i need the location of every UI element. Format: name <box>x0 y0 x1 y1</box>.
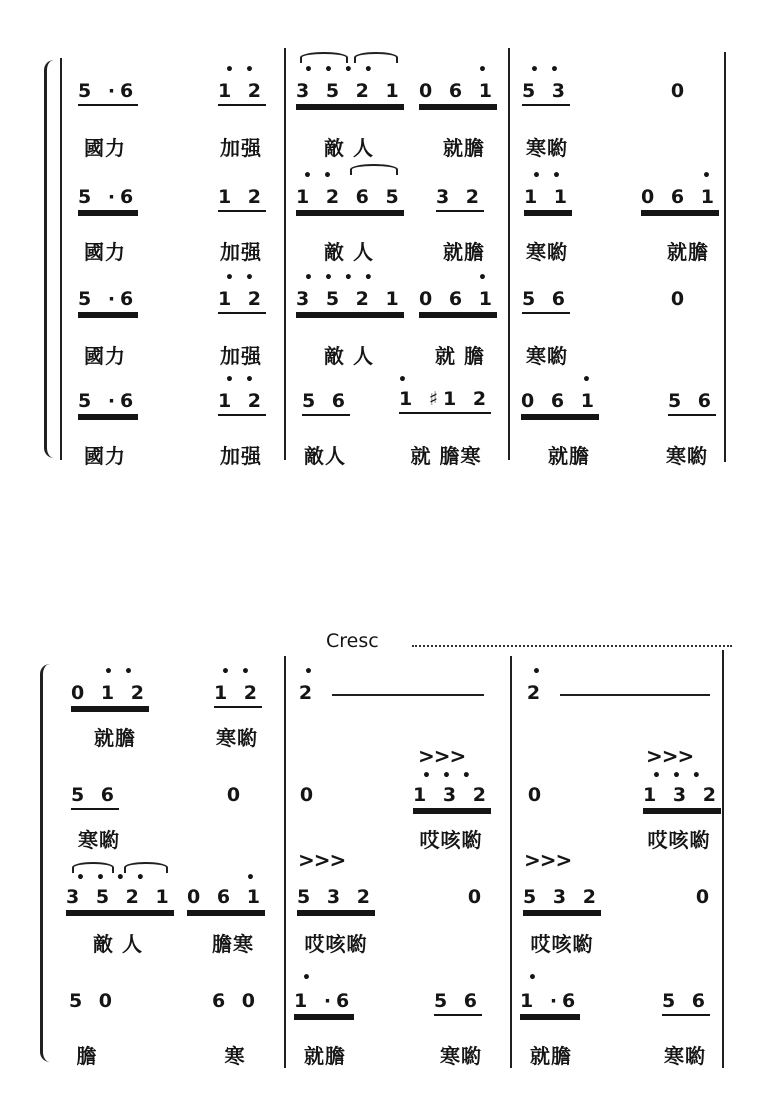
accent-marks: >>> <box>298 848 346 872</box>
note-s1r2c6: 0 6 1 <box>640 186 720 208</box>
octave-dots: •••• <box>304 270 384 286</box>
note-s1r1c4: 0 6 1 <box>418 80 498 102</box>
octave-dots: • <box>398 372 418 388</box>
octave-dots: • <box>582 372 602 388</box>
lyric-s1r4c5: 就膽 <box>548 444 590 468</box>
accent-marks: >>> <box>646 744 694 768</box>
octave-dots: • <box>304 664 324 680</box>
lyric-s2r2c1: 寒喲 <box>78 828 120 852</box>
note-s1r4c6: 5 6 <box>662 390 722 412</box>
lyric-s2r1c1: 就膽 <box>94 726 136 750</box>
lyric-s2r4c1: 膽 <box>76 1044 98 1068</box>
note-s2r3c6: 0 <box>695 886 715 908</box>
lyric-s1r1c5: 寒喲 <box>526 136 568 160</box>
note-s2r1c3: 2 <box>298 682 318 704</box>
octave-dots: •• <box>530 62 570 78</box>
lyric-s1r1c4: 就膽 <box>443 136 485 160</box>
system2-brace <box>40 664 53 1062</box>
accent-marks: >>> <box>418 744 466 768</box>
lyric-s2r4c3: 就膽 <box>304 1044 346 1068</box>
lyric-s1r1c1: 國力 <box>84 136 126 160</box>
note-s1r4c5: 0 6 1 <box>520 390 600 412</box>
octave-dots: •• <box>221 664 261 680</box>
note-s1r3c3: 3 5 2 1 <box>296 288 400 310</box>
lyric-s2r3c1: 敵 人 <box>93 932 143 956</box>
octave-dots: •• <box>532 168 572 184</box>
system1-barline-2 <box>284 48 286 460</box>
note-s2r1c5: 2 <box>526 682 546 704</box>
system1-barline-3 <box>508 48 510 460</box>
octave-dots: •• <box>225 372 265 388</box>
note-s1r3c1: 5 ·6 <box>78 288 138 310</box>
note-s1r2c2: 1 2 <box>212 186 272 208</box>
note-s1r1c6: 0 <box>670 80 690 102</box>
note-s2r4c5: 1 ·6 <box>520 990 580 1012</box>
note-s2r1c2: 1 2 <box>208 682 268 704</box>
octave-dots: • <box>478 62 498 78</box>
note-s2r3c2: 0 6 1 <box>186 886 266 908</box>
lyric-s2r3c2: 膽寒 <box>212 932 254 956</box>
system1-brace <box>44 60 57 458</box>
octave-dots: ••• <box>652 768 712 784</box>
lyric-s1r3c2: 加强 <box>220 344 262 368</box>
system1-barline-1 <box>60 58 62 460</box>
system2-barline-1 <box>284 656 286 1068</box>
octave-dots: •• <box>104 664 144 680</box>
octave-dots: • <box>532 664 552 680</box>
lyric-s2r1c2: 寒喲 <box>216 726 258 750</box>
note-s1r3c4: 0 6 1 <box>418 288 498 310</box>
note-s1r1c3: 3 5 2 1 <box>296 80 400 102</box>
lyric-s1r4c6: 寒喲 <box>666 444 708 468</box>
note-s2r1c1: 0 1 2 <box>70 682 150 704</box>
note-s1r4c3: 5 6 <box>296 390 356 412</box>
note-s1r4c2: 1 2 <box>212 390 272 412</box>
lyric-s1r3c5: 寒喲 <box>526 344 568 368</box>
note-s2r4c4: 5 6 <box>428 990 488 1012</box>
cresc-marking: Cresc <box>326 630 379 652</box>
lyric-s1r2c2: 加强 <box>220 240 262 264</box>
lyric-s1r2c3: 敵 人 <box>324 240 374 264</box>
lyric-s1r4c4: 就 膽寒 <box>410 444 482 468</box>
lyric-s2r3c3: 哎咳喲 <box>304 932 368 956</box>
octave-dots: ••• <box>422 768 482 784</box>
note-s2r2c4: 1 3 2 <box>410 784 494 806</box>
note-s2r2c5: 0 <box>527 784 547 806</box>
octave-dots: • <box>702 168 722 184</box>
note-s1r1c5: 5 3 <box>516 80 576 102</box>
accent-marks: >>> <box>524 848 572 872</box>
lyric-s2r2c4: 哎咳喲 <box>419 828 483 852</box>
note-s2r3c4: 0 <box>467 886 487 908</box>
lyric-s1r2c1: 國力 <box>84 240 126 264</box>
lyric-s1r3c4: 就 膽 <box>435 344 485 368</box>
octave-dots: •••• <box>304 62 384 78</box>
note-s1r2c3: 1 2 6 5 <box>296 186 400 208</box>
lyric-s2r2c6: 哎咳喲 <box>647 828 711 852</box>
note-s2r2c2: 0 <box>226 784 246 806</box>
lyric-s1r4c2: 加强 <box>220 444 262 468</box>
note-s2r4c3: 1 ·6 <box>294 990 354 1012</box>
lyric-s1r2c6: 就膽 <box>667 240 709 264</box>
octave-dots: •• <box>225 62 265 78</box>
lyric-s2r4c5: 就膽 <box>530 1044 572 1068</box>
note-s2r3c5: 5 3 2 <box>520 886 604 908</box>
note-s1r4c4: 1 ♯1 2 <box>390 388 500 410</box>
system2-barline-3 <box>722 650 724 1068</box>
note-s1r2c5: 1 1 <box>518 186 578 208</box>
lyric-s1r4c3: 敵人 <box>304 444 346 468</box>
note-s1r3c6: 0 <box>670 288 690 310</box>
cresc-dotted-line <box>412 645 732 647</box>
note-s1r1c2: 1 2 <box>212 80 272 102</box>
note-s1r3c2: 1 2 <box>212 288 272 310</box>
sustain-dash <box>560 694 710 696</box>
octave-dots: •• <box>303 168 343 184</box>
lyric-s2r3c5: 哎咳喲 <box>530 932 594 956</box>
note-s2r4c1: 5 0 <box>68 990 118 1012</box>
lyric-s1r2c5: 寒喲 <box>526 240 568 264</box>
lyric-s2r4c2: 寒 <box>224 1044 246 1068</box>
lyric-s2r4c6: 寒喲 <box>664 1044 706 1068</box>
note-s2r2c1: 5 6 <box>70 784 120 806</box>
lyric-s1r2c4: 就膽 <box>443 240 485 264</box>
octave-dots: • <box>302 970 322 986</box>
note-s1r1c1: 5 ·6 <box>78 80 138 102</box>
lyric-s1r1c2: 加强 <box>220 136 262 160</box>
lyric-s2r4c4: 寒喲 <box>440 1044 482 1068</box>
system2-barline-2 <box>510 656 512 1068</box>
slur-mark <box>350 164 398 175</box>
octave-dots: • <box>246 870 266 886</box>
octave-dots: •••• <box>76 870 156 886</box>
lyric-s1r1c3: 敵 人 <box>324 136 374 160</box>
note-s1r4c1: 5 ·6 <box>78 390 138 412</box>
sustain-dash <box>332 694 484 696</box>
note-s2r3c3: 5 3 2 <box>294 886 378 908</box>
note-s2r4c2: 6 0 <box>211 990 261 1012</box>
lyric-s1r3c3: 敵 人 <box>324 344 374 368</box>
note-s1r2c1: 5 ·6 <box>78 186 138 208</box>
note-s1r3c5: 5 6 <box>516 288 576 310</box>
octave-dots: • <box>478 270 498 286</box>
lyric-s1r3c1: 國力 <box>84 344 126 368</box>
note-s2r3c1: 3 5 2 1 <box>66 886 170 908</box>
lyric-s1r4c1: 國力 <box>84 444 126 468</box>
note-s2r2c3: 0 <box>299 784 319 806</box>
note-s2r4c6: 5 6 <box>656 990 716 1012</box>
note-s1r2c4: 3 2 <box>430 186 490 208</box>
octave-dots: • <box>528 970 548 986</box>
octave-dots: •• <box>225 270 265 286</box>
note-s2r2c6: 1 3 2 <box>640 784 724 806</box>
